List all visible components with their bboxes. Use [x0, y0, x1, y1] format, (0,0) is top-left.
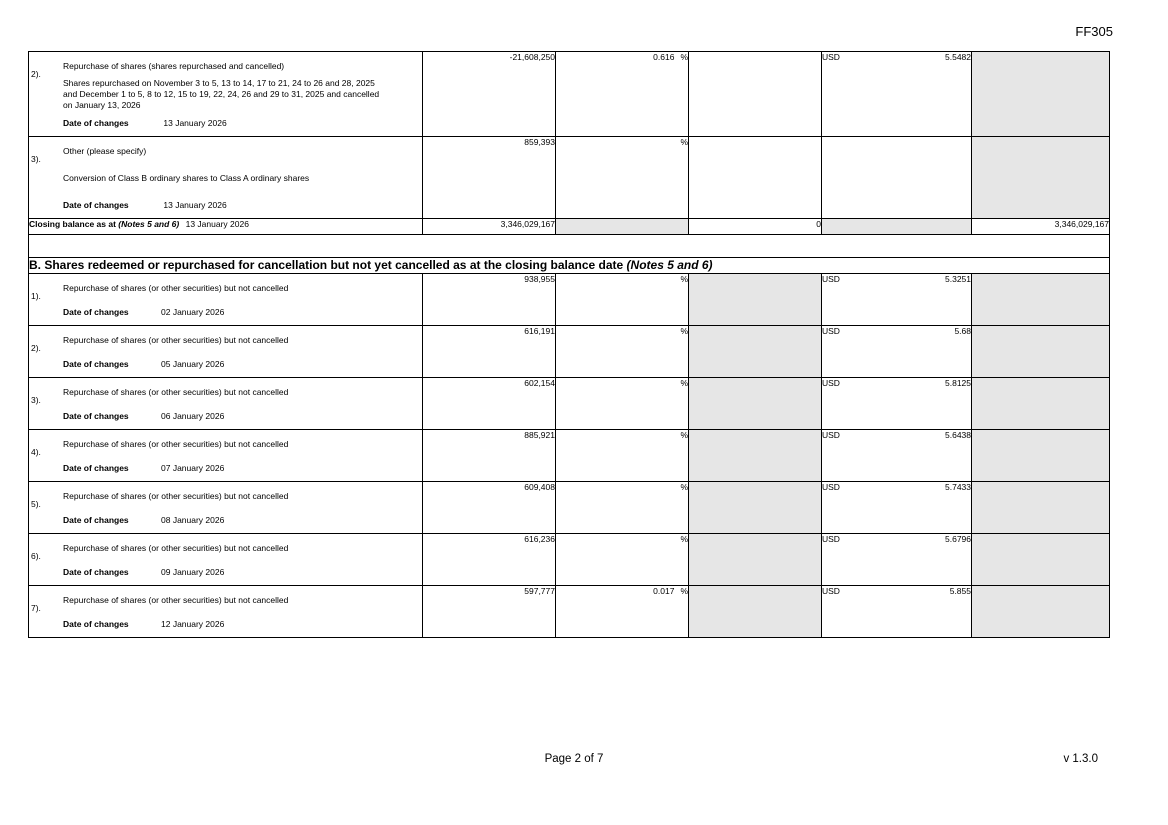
section-b-header-row — [29, 258, 1110, 274]
date-of-changes — [63, 307, 422, 318]
price-cell — [822, 378, 972, 430]
percent-sign: % — [680, 52, 688, 62]
date-of-changes — [63, 200, 422, 211]
closing-date: 13 January 2026 — [185, 219, 249, 229]
shares-cell: 938,955 — [423, 274, 556, 326]
closing-label: Closing balance as at — [29, 219, 116, 229]
currency: USD — [822, 274, 840, 284]
closing-total: 3,346,029,167 — [972, 219, 1110, 235]
spacer-cell — [29, 235, 1110, 258]
date-value: 07 January 2026 — [161, 463, 225, 473]
percent-value: 0.017 — [653, 586, 675, 596]
table-row — [29, 52, 1110, 137]
shares-cell: 602,154 — [423, 378, 556, 430]
row-number: 1). — [31, 291, 41, 301]
gray-cell — [822, 219, 972, 235]
row-description — [29, 482, 423, 534]
row-detail: Conversion of Class B ordinary shares to Class A ordinary shares — [63, 173, 310, 183]
row-description — [29, 378, 423, 430]
gray-cell — [689, 274, 822, 326]
shares-cell: 616,236 — [423, 534, 556, 586]
row-label: Repurchase of shares (or other securities) but not cancelled — [63, 335, 289, 345]
shares-cell: 885,921 — [423, 430, 556, 482]
row-number: 5). — [31, 499, 41, 509]
row-description — [29, 430, 423, 482]
gray-cell — [972, 52, 1110, 137]
closing-col4: 0 — [689, 219, 822, 235]
date-label: Date of changes — [63, 307, 129, 317]
row-label: Repurchase of shares (or other securities) but not cancelled — [63, 439, 289, 449]
date-label: Date of changes — [63, 411, 129, 421]
spacer-row — [29, 235, 1110, 258]
row-description — [29, 586, 423, 638]
row-description — [29, 534, 423, 586]
currency: USD — [822, 430, 840, 440]
date-value: 13 January 2026 — [163, 118, 227, 128]
date-label: Date of changes — [63, 515, 129, 525]
percent-sign: % — [680, 274, 688, 284]
date-value: 05 January 2026 — [161, 359, 225, 369]
date-label: Date of changes — [63, 200, 129, 210]
form-code: FF305 — [1075, 24, 1113, 39]
date-value: 08 January 2026 — [161, 515, 225, 525]
table-row — [29, 534, 1110, 586]
currency: USD — [822, 482, 840, 492]
closing-shares: 3,346,029,167 — [423, 219, 556, 235]
shares-cell: 597,777 — [423, 586, 556, 638]
gray-cell — [972, 274, 1110, 326]
gray-cell — [689, 586, 822, 638]
section-b-body — [29, 274, 1110, 638]
gray-cell — [689, 326, 822, 378]
date-of-changes — [63, 619, 422, 630]
gray-cell — [972, 326, 1110, 378]
price: 5.7433 — [945, 482, 971, 492]
date-of-changes — [63, 118, 422, 129]
section-a-body — [29, 52, 1110, 274]
price-cell — [822, 274, 972, 326]
date-of-changes — [63, 359, 422, 370]
row-number: 7). — [31, 603, 41, 613]
price-cell — [822, 534, 972, 586]
percent-cell — [556, 378, 689, 430]
price: 5.855 — [949, 586, 971, 596]
gray-cell — [556, 219, 689, 235]
gray-cell — [972, 482, 1110, 534]
row-number: 3). — [31, 395, 41, 405]
price-cell — [822, 137, 972, 219]
row-label: Repurchase of shares (or other securities) but not cancelled — [63, 543, 289, 553]
date-of-changes — [63, 463, 422, 474]
date-value: 12 January 2026 — [161, 619, 225, 629]
table-row — [29, 378, 1110, 430]
percent-sign: % — [680, 430, 688, 440]
percent-sign: % — [680, 534, 688, 544]
date-value: 06 January 2026 — [161, 411, 225, 421]
row-label: Repurchase of shares (or other securities) but not cancelled — [63, 387, 289, 397]
gray-cell — [972, 534, 1110, 586]
date-of-changes — [63, 515, 422, 526]
section-b-title-cell — [29, 258, 1110, 274]
date-value: 02 January 2026 — [161, 307, 225, 317]
percent-sign: % — [680, 378, 688, 388]
row-number: 6). — [31, 551, 41, 561]
date-label: Date of changes — [63, 567, 129, 577]
share-movements-table — [28, 51, 1110, 638]
table-row — [29, 137, 1110, 219]
gray-cell — [972, 378, 1110, 430]
currency: USD — [822, 586, 840, 596]
row-description — [29, 326, 423, 378]
table-row — [29, 586, 1110, 638]
currency: USD — [822, 534, 840, 544]
percent-cell — [556, 534, 689, 586]
closing-notes: (Notes 5 and 6) — [118, 219, 180, 229]
price-cell — [822, 326, 972, 378]
row-detail: Shares repurchased on November 3 to 5, 13 to 14, 17 to 21, 24 to 26 and 28, 2025 and December 1 to 5, 8 to 12, 15 to 19, 22, 24, 26 and 29 to 31, 2025 and cancelled on January 13, 2026 — [63, 78, 380, 110]
row-label: Repurchase of shares (or other securities) but not cancelled — [63, 595, 289, 605]
currency: USD — [822, 52, 840, 62]
percent-cell — [556, 430, 689, 482]
row-label: Other (please specify) — [63, 146, 147, 156]
percent-sign: % — [680, 586, 688, 596]
price: 5.68 — [954, 326, 971, 336]
date-of-changes — [63, 567, 422, 578]
price-cell — [822, 586, 972, 638]
percent-value: 0.616 — [653, 52, 675, 62]
gray-cell — [972, 430, 1110, 482]
percent-cell — [556, 137, 689, 219]
row-number: 2). — [31, 343, 41, 353]
date-label: Date of changes — [63, 359, 129, 369]
shares-cell: -21,608,250 — [423, 52, 556, 137]
closing-balance-row — [29, 219, 1110, 235]
form-version: v 1.3.0 — [1063, 753, 1098, 765]
price: 5.6796 — [945, 534, 971, 544]
currency: USD — [822, 378, 840, 388]
empty-cell — [689, 137, 822, 219]
page-number: Page 2 of 7 — [544, 753, 604, 765]
gray-cell — [689, 430, 822, 482]
gray-cell — [972, 586, 1110, 638]
gray-cell — [972, 137, 1110, 219]
price-cell — [822, 482, 972, 534]
date-value: 09 January 2026 — [161, 567, 225, 577]
date-label: Date of changes — [63, 619, 129, 629]
date-of-changes — [63, 411, 422, 422]
row-label: Repurchase of shares (or other securities) but not cancelled — [63, 491, 289, 501]
section-b-notes: (Notes 5 and 6) — [626, 258, 713, 272]
row-description — [29, 52, 423, 137]
percent-sign: % — [680, 137, 688, 147]
price: 5.8125 — [945, 378, 971, 388]
table-row — [29, 274, 1110, 326]
shares-cell: 616,191 — [423, 326, 556, 378]
row-number: 2). — [31, 69, 41, 79]
table-row — [29, 430, 1110, 482]
price-cell — [822, 430, 972, 482]
price: 5.3251 — [945, 274, 971, 284]
date-label: Date of changes — [63, 463, 129, 473]
price: 5.5482 — [945, 52, 971, 62]
row-label: Repurchase of shares (shares repurchased and cancelled) — [63, 61, 285, 71]
percent-sign: % — [680, 326, 688, 336]
percent-cell — [556, 586, 689, 638]
section-b-title: B. Shares redeemed or repurchased for cancellation but not yet cancelled as at the closing balance date — [29, 258, 624, 272]
price-cell — [822, 52, 972, 137]
gray-cell — [689, 534, 822, 586]
percent-sign: % — [680, 482, 688, 492]
table-row — [29, 326, 1110, 378]
empty-cell — [689, 52, 822, 137]
closing-label-cell — [29, 219, 423, 235]
date-value: 13 January 2026 — [163, 200, 227, 210]
gray-cell — [689, 378, 822, 430]
row-description — [29, 274, 423, 326]
percent-cell — [556, 274, 689, 326]
shares-cell: 859,393 — [423, 137, 556, 219]
percent-cell — [556, 326, 689, 378]
row-number: 3). — [31, 154, 41, 164]
row-description — [29, 137, 423, 219]
table-row — [29, 482, 1110, 534]
percent-cell — [556, 52, 689, 137]
date-label: Date of changes — [63, 118, 129, 128]
row-number: 4). — [31, 447, 41, 457]
percent-cell — [556, 482, 689, 534]
price: 5.6438 — [945, 430, 971, 440]
shares-cell: 609,408 — [423, 482, 556, 534]
gray-cell — [689, 482, 822, 534]
currency: USD — [822, 326, 840, 336]
row-label: Repurchase of shares (or other securities) but not cancelled — [63, 283, 289, 293]
